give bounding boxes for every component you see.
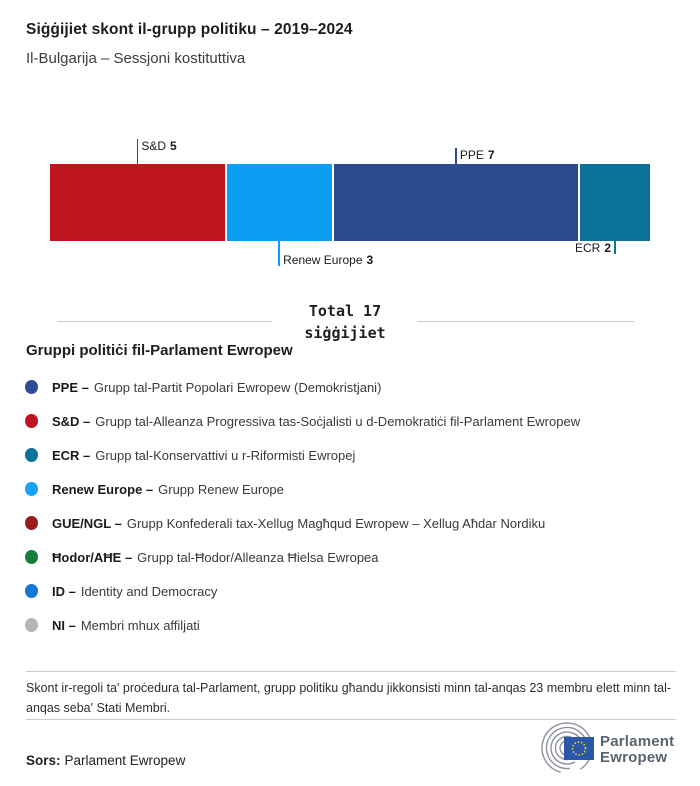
legend-color-dot [25, 584, 38, 598]
callout-tick-ecr [614, 241, 616, 254]
legend-group-description: Grupp tal-Alleanza Progressiva tas-Soċjalisti u d-Demokratiċi fil-Parlament Ewropew [95, 413, 581, 429]
legend-heading: Gruppi politiċi fil-Parlament Ewropew [26, 342, 293, 359]
callout-group-name: S&D [141, 139, 167, 153]
seats-stacked-bar [50, 164, 650, 241]
bar-segment-ecr [580, 164, 650, 241]
callout-tick-ppe [455, 148, 457, 164]
callout-label-s-d [141, 139, 176, 153]
footer-divider-top [26, 671, 676, 672]
legend-item-text [52, 618, 200, 633]
callout-group-name: PPE [459, 148, 484, 162]
callout-label-renew-europe [283, 253, 373, 267]
callout-tick-s-d [137, 139, 139, 164]
legend-group-description: Membri mhux affiljati [80, 617, 200, 633]
total-seats-line2: siġġijiet [304, 324, 386, 342]
legend-item-id [25, 574, 217, 608]
legend-item-text [52, 550, 379, 565]
legend-group-abbr: NI – [52, 617, 76, 633]
legend-item-odor-a-e [25, 540, 379, 574]
total-divider-left [57, 321, 272, 322]
bar-segment-s-d [50, 164, 225, 241]
legend-group-description: Grupp Renew Europe [158, 481, 284, 497]
total-seats-line1: Total 17 [308, 302, 382, 320]
source-label: Sors: [26, 753, 61, 768]
legend-item-text [52, 516, 545, 531]
logo-text-line2: Ewropew [600, 749, 668, 766]
legend-group-description: Grupp tal-Konservattivi u r-Riformisti Ewropej [95, 447, 356, 463]
legend-color-dot [25, 414, 38, 428]
legend-item-s-d [25, 404, 580, 438]
page-subtitle: Il-Bulgarija – Sessjoni kostituttiva [26, 50, 246, 67]
footer-note: Skont ir-regoli ta' proċedura tal-Parlament, grupp politiku għandu jikkonsisti minn tal-anqas 23 membru elett minn tal-anqas seba' Stati Membri. [26, 681, 672, 715]
legend-item-text [52, 448, 355, 463]
legend-color-dot [25, 516, 38, 530]
legend-item-ecr [25, 438, 355, 472]
eu-flag-icon [564, 737, 594, 760]
total-divider-right [417, 321, 634, 322]
legend-item-text [52, 482, 284, 497]
legend-group-description: Grupp tal-Ħodor/Alleanza Ħielsa Ewropea [137, 549, 379, 565]
legend-item-text [52, 584, 217, 599]
european-parliament-logo-text [600, 734, 674, 766]
callout-label-ppe [460, 148, 495, 162]
legend-color-dot [25, 482, 38, 496]
legend-item-ni [25, 608, 200, 642]
callout-group-name: Renew Europe [283, 253, 363, 267]
european-parliament-logo-icon [527, 722, 603, 774]
legend-group-abbr: S&D – [52, 413, 91, 429]
legend-group-description: Identity and Democracy [80, 583, 218, 599]
legend-group-abbr: GUE/NGL – [52, 515, 122, 531]
bar-segment-renew-europe [227, 164, 332, 241]
legend-group-abbr: Renew Europe – [52, 481, 154, 497]
legend-color-dot [25, 448, 38, 462]
source-value: Parlament Ewropew [64, 753, 186, 768]
legend-color-dot [25, 380, 38, 394]
legend-group-abbr: ECR – [52, 447, 91, 463]
logo-text-line1: Parlament [600, 733, 675, 750]
legend-group-abbr: ID – [52, 583, 76, 599]
source-line [26, 753, 185, 768]
legend-group-abbr: Ħodor/AĦE – [52, 549, 133, 565]
legend-item-gue-ngl [25, 506, 545, 540]
callout-tick-renew-europe [278, 241, 280, 266]
footer-divider-bottom [26, 719, 676, 720]
callout-group-name: ECR [575, 241, 601, 255]
callout-label-ecr [575, 241, 611, 255]
legend-item-ppe [25, 370, 381, 404]
callout-seat-count: 5 [170, 139, 177, 153]
legend-item-text [52, 380, 381, 395]
legend-group-description: Grupp tal-Partit Popolari Ewropew (Demokristjani) [93, 379, 382, 395]
legend-color-dot [25, 618, 38, 632]
callout-seat-count: 7 [487, 148, 495, 162]
callout-seat-count: 3 [366, 253, 374, 267]
bar-segment-ppe [334, 164, 579, 241]
legend-item-text [52, 414, 580, 429]
page-title: Siġġijiet skont il-grupp politiku – 2019–2024 [26, 21, 353, 38]
callout-seat-count: 2 [604, 241, 612, 255]
legend-item-renew-europe [25, 472, 284, 506]
legend-group-abbr: PPE – [52, 379, 89, 395]
legend-color-dot [25, 550, 38, 564]
legend-group-description: Grupp Konfederali tax-Xellug Magħqud Ewropew – Xellug Aħdar Nordiku [126, 515, 546, 531]
